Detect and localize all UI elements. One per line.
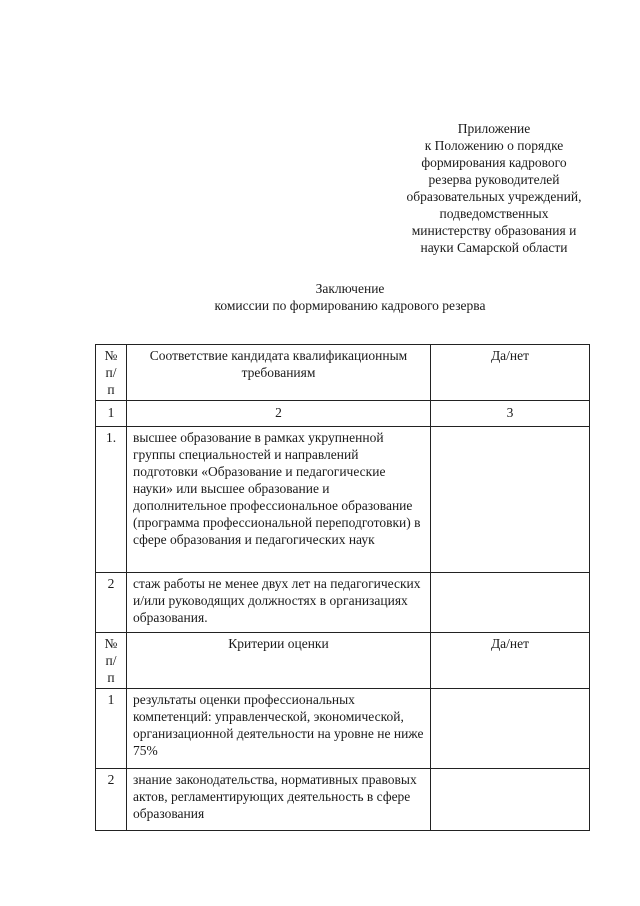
- row-number: 2: [96, 769, 127, 831]
- table-row: [96, 689, 590, 769]
- annex-line: к Положению о порядке: [424, 138, 564, 153]
- criterion-text: знание законодательства, нормативных правовых актов, регламентирующих деятельность в сфере образования: [127, 769, 431, 831]
- annex-line: формирования кадрового: [421, 155, 567, 170]
- criterion-text: результаты оценки профессиональных компетенций: управленческой, экономической, организационной деятельности на уровне не ниже 75%: [127, 689, 431, 769]
- annex-line: резерва руководителей: [428, 172, 560, 187]
- yes-no-cell[interactable]: [431, 689, 590, 769]
- table-row: [96, 573, 590, 633]
- conclusion-table: [95, 344, 590, 831]
- row-number: 2: [96, 573, 127, 633]
- document-title: [150, 280, 550, 314]
- column-index-3: 3: [431, 401, 590, 427]
- column-index-row: [96, 401, 590, 427]
- annex-line: науки Самарской области: [420, 240, 568, 255]
- yes-no-cell[interactable]: [431, 427, 590, 573]
- annex-heading: [388, 120, 600, 256]
- yes-no-cell[interactable]: [431, 573, 590, 633]
- title-line-1: Заключение: [315, 281, 385, 296]
- criteria-header-row: [96, 633, 590, 689]
- title-line-2: комиссии по формированию кадрового резерва: [214, 298, 486, 313]
- annex-line: подведомственных: [439, 206, 549, 221]
- yes-no-cell[interactable]: [431, 769, 590, 831]
- column-index-2: 2: [127, 401, 431, 427]
- annex-line: министерству образования и: [411, 223, 577, 238]
- table-row: [96, 427, 590, 573]
- row-number: 1.: [96, 427, 127, 573]
- annex-line: Приложение: [457, 121, 531, 136]
- col-header-criteria: Критерии оценки: [127, 633, 431, 689]
- table-header-row: [96, 345, 590, 401]
- col-header-yes-no: Да/нет: [431, 345, 590, 401]
- col-header-number: № п/п: [96, 345, 127, 401]
- requirement-text: высшее образование в рамках укрупненной группы специальностей и направлений подготовки «Образование и педагогические науки» или высшее образование и дополнительное профессиональное образование (программа профессиональной переподготовки) в сфере образования и педагогических наук: [127, 427, 431, 573]
- col-header-requirements: Соответствие кандидата квалификационным требованиям: [127, 345, 431, 401]
- table-row: [96, 769, 590, 831]
- row-number: 1: [96, 689, 127, 769]
- requirement-text: стаж работы не менее двух лет на педагогических и/или руководящих должностях в организациях образования.: [127, 573, 431, 633]
- column-index-1: 1: [96, 401, 127, 427]
- col-header-number: № п/п: [96, 633, 127, 689]
- col-header-yes-no: Да/нет: [431, 633, 590, 689]
- annex-line: образовательных учреждений,: [406, 189, 582, 204]
